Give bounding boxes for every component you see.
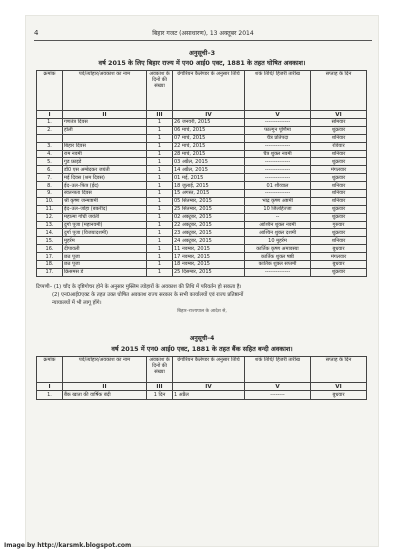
col-numeral: VI bbox=[311, 111, 367, 119]
table-cell: ईद–उल–फित्र (ईद) bbox=[63, 182, 147, 190]
table-row bbox=[37, 229, 367, 237]
col-numeral: III bbox=[147, 383, 173, 391]
table-cell: 13. bbox=[37, 221, 63, 229]
table-cell: 1 bbox=[147, 174, 173, 182]
col-header: ग्रेगोरियन कैलेण्डर के अनुसार तिथि bbox=[173, 357, 245, 383]
numeral-row bbox=[37, 383, 367, 391]
table-row bbox=[37, 237, 367, 245]
col-numeral: V bbox=[245, 383, 311, 391]
table-cell: -------------- bbox=[245, 166, 311, 174]
table-cell: रविवार bbox=[311, 142, 367, 150]
table-cell: 17. bbox=[37, 253, 63, 261]
table-cell: कार्तिक कृष्ण अमावस्या bbox=[245, 245, 311, 253]
table-cell: 18. bbox=[37, 261, 63, 269]
table-row bbox=[37, 119, 367, 127]
col-header: क्रमांक bbox=[37, 71, 63, 111]
col-numeral: I bbox=[37, 383, 63, 391]
table-cell: 25 सितम्बर, 2015 bbox=[173, 205, 245, 213]
table-cell: शुक्रवार bbox=[311, 229, 367, 237]
table-cell: 17 नवम्बर, 2015 bbox=[173, 253, 245, 261]
table-cell: शुक्रवार bbox=[311, 174, 367, 182]
table-row bbox=[37, 221, 367, 229]
col-header: शकं तिथि/ हिजरी तारीख bbox=[245, 71, 311, 111]
table-cell: 12. bbox=[37, 213, 63, 221]
table-cell: डॉ0 एस अम्बेदकर जयंती bbox=[63, 166, 147, 174]
table-row bbox=[37, 150, 367, 158]
col-numeral: II bbox=[63, 383, 147, 391]
table-cell: 1 bbox=[147, 119, 173, 127]
table-cell: मुहर्रम bbox=[63, 237, 147, 245]
table-cell: 1 bbox=[147, 182, 173, 190]
annex3-title: वर्ष 2015 के लिए बिहार राज्य में एन0 आई0 एक्ट, 1881 के तहत घोषित अवकाश। bbox=[98, 59, 306, 67]
table-row bbox=[37, 174, 367, 182]
table-cell: सोमवार bbox=[311, 119, 367, 127]
table-cell: बुधवार bbox=[311, 261, 367, 269]
table-cell: 1 bbox=[147, 237, 173, 245]
table-row bbox=[37, 142, 367, 150]
table-cell: शुक्रवार bbox=[311, 205, 367, 213]
table-cell: -------------- bbox=[245, 268, 311, 276]
col-header: शकं तिथि/ हिजरी तारीख bbox=[245, 357, 311, 383]
table-cell: 10 मुहर्रम bbox=[245, 237, 311, 245]
table-cell: 1 bbox=[147, 150, 173, 158]
col-numeral: VI bbox=[311, 383, 367, 391]
table-cell: -- bbox=[245, 213, 311, 221]
table-cell: 1 bbox=[147, 229, 173, 237]
table-cell: -------------- bbox=[245, 119, 311, 127]
table-cell: भाद्र कृष्ण अष्टमी bbox=[245, 197, 311, 205]
table-cell: 18 जुलाई, 2015 bbox=[173, 182, 245, 190]
page-header bbox=[34, 26, 372, 41]
table-cell: 7. bbox=[37, 174, 63, 182]
table-cell: 25 दिसम्बर, 2015 bbox=[173, 268, 245, 276]
table-cell: 1 bbox=[147, 166, 173, 174]
col-numeral: IV bbox=[173, 383, 245, 391]
table-cell: 01 मई, 2015 bbox=[173, 174, 245, 182]
annex3-label: अनुसूची–3 bbox=[188, 49, 216, 57]
table-cell: मंगलवार bbox=[311, 253, 367, 261]
table-row bbox=[37, 166, 367, 174]
note-2: (2) एन0आई0एक्ट के तहत उक्त घोषित अवकाश राज्य सरकार के सभी कार्यालयों एवं राज्य प्रतिष्ठानों bbox=[52, 292, 244, 298]
table-cell: चैत्र शुक्ल नवमी bbox=[245, 150, 311, 158]
table-cell: 1 दिन bbox=[147, 391, 173, 400]
table-cell: चैत्र प्रतिपदा bbox=[245, 134, 311, 142]
table-cell: 01 शौव्वाल bbox=[245, 182, 311, 190]
table-cell: बैंक खाता की वार्षिक बंदी bbox=[63, 391, 147, 400]
table-cell: शुक्रवार bbox=[311, 268, 367, 276]
table-cell: शनिवार bbox=[311, 134, 367, 142]
table-row bbox=[37, 158, 367, 166]
table-cell: शनिवार bbox=[311, 150, 367, 158]
table-row bbox=[37, 245, 367, 253]
table-cell: 1 bbox=[147, 261, 173, 269]
col-header: क्रमांक bbox=[37, 357, 63, 383]
table-cell: 1 bbox=[147, 142, 173, 150]
col-numeral: IV bbox=[173, 111, 245, 119]
table-cell: आश्विन शुक्ल दशमी bbox=[245, 229, 311, 237]
table-cell: राम नवमी bbox=[63, 150, 147, 158]
table-cell: कार्तिक शुक्ल सप्तमी bbox=[245, 261, 311, 269]
table-cell: गुरुवार bbox=[311, 221, 367, 229]
table-cell: गणतंत्र दिवस bbox=[63, 119, 147, 127]
table-row bbox=[37, 190, 367, 198]
table-cell: -------------- bbox=[245, 142, 311, 150]
table-cell: शनिवार bbox=[311, 182, 367, 190]
table-cell: 1 bbox=[147, 205, 173, 213]
table-cell: 4. bbox=[37, 150, 63, 158]
col-header: पर्व/त्योहार/अवकाश का नाम bbox=[63, 357, 147, 383]
table-cell: महात्मा गाँधी जयंती bbox=[63, 213, 147, 221]
table-row bbox=[37, 213, 367, 221]
table-cell: 1 bbox=[147, 134, 173, 142]
table-cell: श्री कृष्ण जन्माष्टमी bbox=[63, 197, 147, 205]
table-cell: 10. bbox=[37, 197, 63, 205]
table-cell: दुर्गा पूजा (महानवमी) bbox=[63, 221, 147, 229]
table-cell: बुधवार bbox=[311, 245, 367, 253]
table-cell: शुक्रवार bbox=[311, 126, 367, 134]
col-header: ग्रेगोरियन कैलेण्डर के अनुसार तिथि bbox=[173, 71, 245, 111]
table-row bbox=[37, 205, 367, 213]
table-cell: 1 bbox=[147, 221, 173, 229]
table-row bbox=[37, 261, 367, 269]
table-cell: छठ पूजा bbox=[63, 253, 147, 261]
table-cell: -------------- bbox=[245, 190, 311, 198]
table-cell: छठ पूजा bbox=[63, 261, 147, 269]
table-cell: शनिवार bbox=[311, 197, 367, 205]
table-cell: 14 अप्रैल, 2015 bbox=[173, 166, 245, 174]
col-header: अवकाश के दिनों की संख्या bbox=[147, 71, 173, 111]
table-cell: 1 bbox=[147, 253, 173, 261]
table-cell: -------------- bbox=[245, 158, 311, 166]
table-cell: 02 अक्टूबर, 2015 bbox=[173, 213, 245, 221]
table-cell: गुड फ्राइडे bbox=[63, 158, 147, 166]
table-cell: 17. bbox=[37, 268, 63, 276]
table-cell: 26 जनवरी, 2015 bbox=[173, 119, 245, 127]
table-row bbox=[37, 391, 367, 400]
table-cell: कार्तिक शुक्ल षष्ठी bbox=[245, 253, 311, 261]
table-row bbox=[37, 134, 367, 142]
table-cell: -------- bbox=[245, 391, 311, 400]
table-row bbox=[37, 253, 367, 261]
table-cell: 2. bbox=[37, 126, 63, 134]
table-cell: 15 अगस्त, 2015 bbox=[173, 190, 245, 198]
page-number: 4 bbox=[34, 29, 39, 37]
table-cell: 1 bbox=[147, 190, 173, 198]
note-2-cont: न्यायालयों में भी लागू होंगे। bbox=[52, 300, 102, 306]
table-cell: 03 अप्रैल, 2015 bbox=[173, 158, 245, 166]
table-cell: 23 अक्टूबर, 2015 bbox=[173, 229, 245, 237]
col-header: पर्व/त्योहार/अवकाश का नाम bbox=[63, 71, 147, 111]
table-cell: 15. bbox=[37, 237, 63, 245]
table-cell: 07 मार्च, 2015 bbox=[173, 134, 245, 142]
gazette-title: बिहार गजट (असाधारण), 13 अक्तूबर 2014 bbox=[152, 30, 254, 37]
image-credit: Image by http://karsmk.blogspot.com bbox=[4, 542, 132, 549]
table-cell: 9. bbox=[37, 190, 63, 198]
table-cell: शुक्रवार bbox=[311, 158, 367, 166]
table-cell: 3. bbox=[37, 142, 63, 150]
col-numeral: V bbox=[245, 111, 311, 119]
table-cell: 1 अप्रैल bbox=[173, 391, 245, 400]
table-cell: 28 मार्च, 2015 bbox=[173, 150, 245, 158]
bank-holiday-table bbox=[36, 356, 367, 400]
col-numeral: I bbox=[37, 111, 63, 119]
table-cell bbox=[63, 134, 147, 142]
table-cell: 5. bbox=[37, 158, 63, 166]
table-cell: 1 bbox=[147, 158, 173, 166]
table-cell: 11. bbox=[37, 205, 63, 213]
table-cell: 14. bbox=[37, 229, 63, 237]
table-cell bbox=[37, 134, 63, 142]
table-row bbox=[37, 182, 367, 190]
table-cell: 6. bbox=[37, 166, 63, 174]
table-cell: बिहार दिवस bbox=[63, 142, 147, 150]
annex4-label: अनुसूची–4 bbox=[189, 335, 215, 342]
table-cell: शनिवार bbox=[311, 237, 367, 245]
col-numeral: III bbox=[147, 111, 173, 119]
table-cell: होली bbox=[63, 126, 147, 134]
table-cell: दुर्गा पूजा (विजयादशमी) bbox=[63, 229, 147, 237]
table-cell: 1 bbox=[147, 197, 173, 205]
table-header-row bbox=[37, 71, 367, 111]
table-cell: 18 नवम्बर, 2015 bbox=[173, 261, 245, 269]
table-cell: दीपावली bbox=[63, 245, 147, 253]
table-cell: 1 bbox=[147, 126, 173, 134]
table-cell: -------------- bbox=[245, 174, 311, 182]
table-cell: 1. bbox=[37, 391, 63, 400]
table-cell: 06 मार्च, 2015 bbox=[173, 126, 245, 134]
note-1: टिप्पणी– (1) चाँद के दृष्टिगोचर होने के अनुसार मुस्लिम त्योहारों के अवकाश की तिथि में परिवर्तन हो सकता है। bbox=[36, 284, 242, 290]
table-cell: 16. bbox=[37, 245, 63, 253]
table-cell: मई दिवस (श्रम दिवस) bbox=[63, 174, 147, 182]
table-cell: मंगलवार bbox=[311, 166, 367, 174]
table-cell: बुधवार bbox=[311, 391, 367, 400]
col-header: अवकाश के दिनों की संख्या bbox=[147, 357, 173, 383]
table-cell: फाल्गुन पूर्णिमा bbox=[245, 126, 311, 134]
annex4-title: वर्ष 2015 में एन0 आई0 एक्ट, 1881 के तहत बैंक सहित बन्दी अवकाश। bbox=[111, 345, 293, 353]
table-cell: शुक्रवार bbox=[311, 213, 367, 221]
table-cell: 1 bbox=[147, 213, 173, 221]
table-cell: 24 अक्टूबर, 2015 bbox=[173, 237, 245, 245]
col-header: सप्ताह के दिन bbox=[311, 71, 367, 111]
holiday-table bbox=[36, 70, 367, 277]
col-numeral: II bbox=[63, 111, 147, 119]
table-cell: 1 bbox=[147, 245, 173, 253]
table-cell: शनिवार bbox=[311, 190, 367, 198]
table-cell: 8. bbox=[37, 182, 63, 190]
table-cell: 05 सितम्बर, 2015 bbox=[173, 197, 245, 205]
table-cell: क्रिसमस डे bbox=[63, 268, 147, 276]
table-cell: 22 अक्टूबर, 2015 bbox=[173, 221, 245, 229]
table-cell: 22 मार्च, 2015 bbox=[173, 142, 245, 150]
numeral-row bbox=[37, 111, 367, 119]
table-row bbox=[37, 268, 367, 276]
table-row bbox=[37, 197, 367, 205]
table-cell: स्वतन्त्रता दिवस bbox=[63, 190, 147, 198]
table-cell: आश्विन शुक्ल नवमी bbox=[245, 221, 311, 229]
table-cell: 10 जिलहिज्जा bbox=[245, 205, 311, 213]
table-header-row bbox=[37, 357, 367, 383]
table-row bbox=[37, 126, 367, 134]
table-cell: 1 bbox=[147, 268, 173, 276]
table-cell: 11 नवम्बर, 2015 bbox=[173, 245, 245, 253]
col-header: सप्ताह के दिन bbox=[311, 357, 367, 383]
table-cell: ईद–उल–जोहा (बकरीद) bbox=[63, 205, 147, 213]
table-cell: 1. bbox=[37, 119, 63, 127]
gazette-page bbox=[26, 16, 378, 546]
signature: बिहार–राज्यपाल के आदेश से, bbox=[177, 309, 227, 314]
